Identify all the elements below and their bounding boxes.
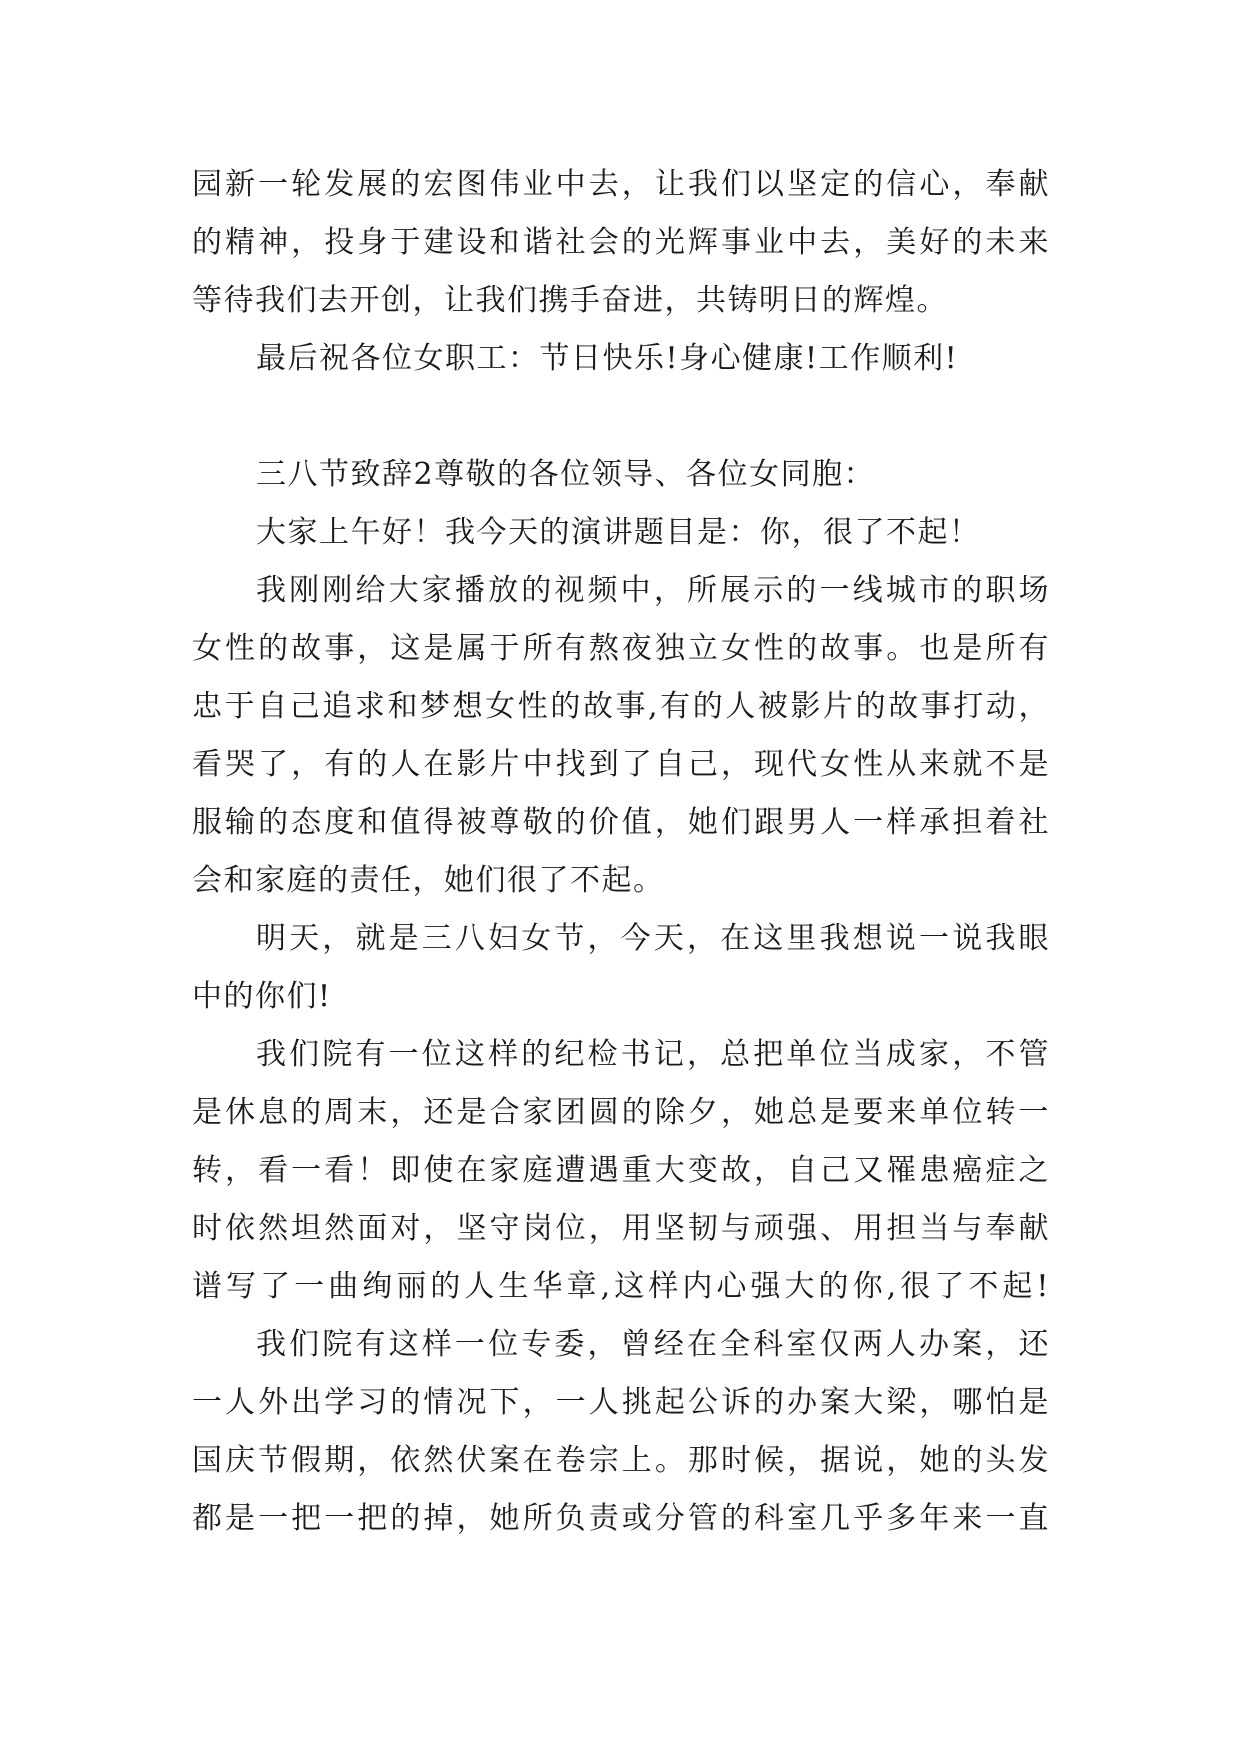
document-body xyxy=(192,156,1050,1548)
text-line: 等待我们去开创，让我们携手奋进，共铸明日的辉煌。 xyxy=(192,283,948,318)
text-line: 谱写了一曲绚丽的人生华章,这样内心强大的你,很了不起! xyxy=(192,1269,1050,1304)
text-line: 会和家庭的责任，她们很了不起。 xyxy=(192,863,665,898)
text-line: 服输的态度和值得被尊敬的价值，她们跟男人一样承担着社 xyxy=(192,805,1050,840)
section-heading-line: 三八节致辞2尊敬的各位领导、各位女同胞： xyxy=(256,457,876,492)
text-line: 我们院有一位这样的纪检书记，总把单位当成家，不管 xyxy=(256,1037,1050,1072)
text-line: 一人外出学习的情况下，一人挑起公诉的办案大梁，哪怕是 xyxy=(192,1385,1050,1420)
text-line: 我刚刚给大家播放的视频中，所展示的一线城市的职场 xyxy=(256,573,1050,608)
greeting-line: 大家上午好！我今天的演讲题目是：你，很了不起！ xyxy=(256,515,981,550)
text-line: 转，看一看！即使在家庭遭遇重大变故，自己又罹患癌症之 xyxy=(192,1153,1050,1188)
text-line: 时依然坦然面对，坚守岗位，用坚韧与顽强、用担当与奉献 xyxy=(192,1211,1050,1246)
text-line: 明天，就是三八妇女节，今天，在这里我想说一说我眼 xyxy=(256,921,1050,956)
text-line: 国庆节假期，依然伏案在卷宗上。那时候，据说，她的头发 xyxy=(192,1443,1050,1478)
text-line: 我们院有这样一位专委，曾经在全科室仅两人办案，还 xyxy=(256,1327,1050,1362)
text-line: 女性的故事，这是属于所有熬夜独立女性的故事。也是所有 xyxy=(192,631,1050,666)
section-gap xyxy=(192,388,1050,446)
text-line: 的精神，投身于建设和谐社会的光辉事业中去，美好的未来 xyxy=(192,225,1050,260)
text-line: 园新一轮发展的宏图伟业中去，让我们以坚定的信心，奉献 xyxy=(192,167,1050,202)
closing-wishes-line: 最后祝各位女职工：节日快乐!身心健康!工作顺利! xyxy=(256,341,959,376)
text-line: 是休息的周末，还是合家团圆的除夕，她总是要来单位转一 xyxy=(192,1095,1050,1130)
text-line: 看哭了，有的人在影片中找到了自己，现代女性从来就不是 xyxy=(192,747,1050,782)
text-line: 中的你们! xyxy=(192,979,332,1014)
text-line: 忠于自己追求和梦想女性的故事,有的人被影片的故事打动， xyxy=(192,689,1050,724)
text-line: 都是一把一把的掉，她所负责或分管的科室几乎多年来一直 xyxy=(192,1501,1050,1536)
